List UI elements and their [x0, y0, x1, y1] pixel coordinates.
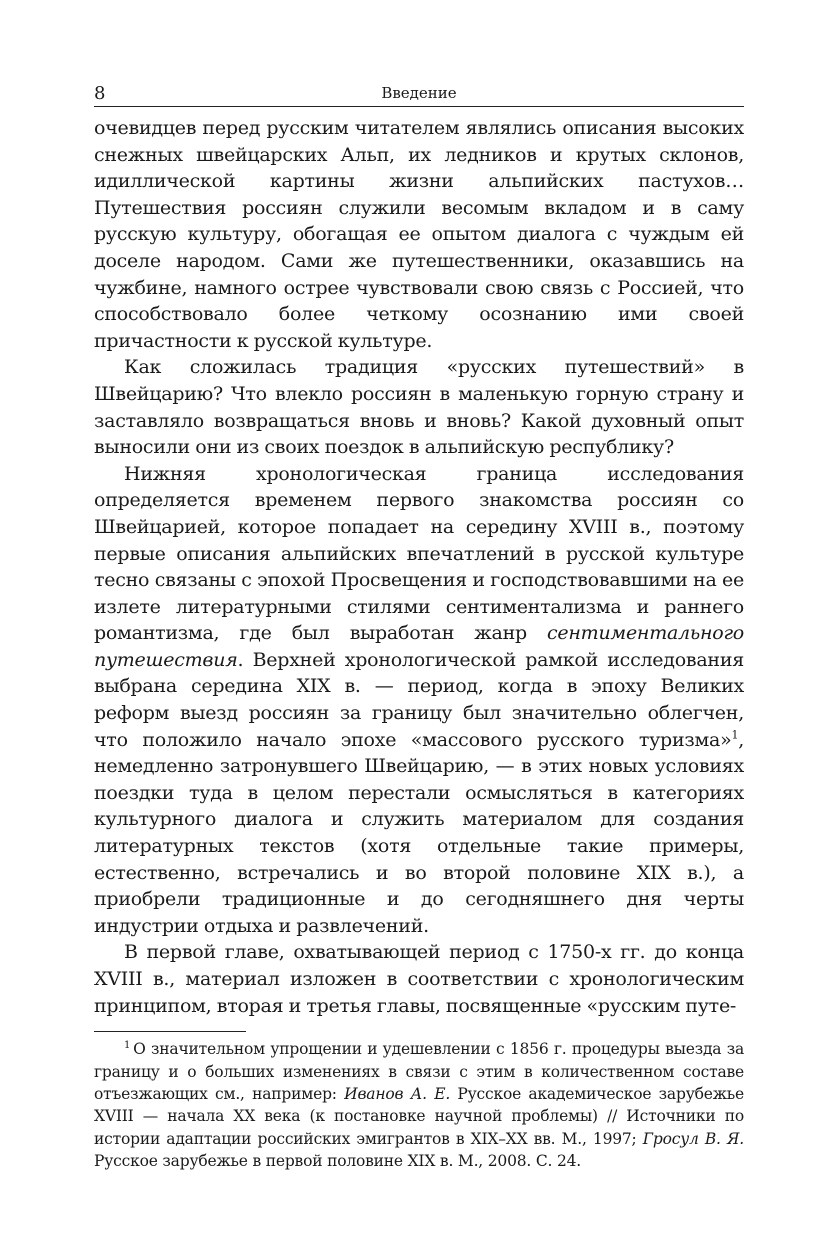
footnote-author-1: Иванов А. Е.	[344, 1085, 451, 1103]
running-head	[94, 80, 744, 107]
section-title: Введение	[381, 84, 457, 102]
footnote-divider	[94, 1031, 246, 1032]
footnote-text-2: Русское академическое зарубежье XVIII — начала XX века (к постановке научной проблемы) // Источники по истории адаптации российских эмигрантов в XIX–XX вв. М., 1997;	[94, 1085, 744, 1148]
page-number: 8	[94, 83, 106, 104]
paragraph-4: В первой главе, охватывающей период с 1750-х гг. до конца XVIII в., материал изложен в соответствии с хронологическим принципом, вторая и третья главы, посвященные «русским путе-	[94, 941, 744, 1017]
paragraph-3-text-3: , немедленно затронувшего Швейцарию, — в этих новых условиях поездки туда в целом перестали осмысляться в категориях культурного диалога и служить материалом для создания литературных текстов (хотя отдельные такие примеры, естественно, встречались и во второй половине XIX в.), а приобрели традиционные и до сегодняшнего дня черты индустрии отдыха и развлечений.	[94, 728, 744, 937]
paragraph-1: очевидцев перед русским читателем являлись описания высоких снежных швейцарских Альп, их ледников и крутых склонов, идиллической картины жизни альпийских пастухов… Путешествия россиян служили весомым вкладом и в саму русскую культуру, обогащая ее опытом диалога с чуждым ей доселе народом. Сами же путешественники, оказавшись на чужбине, намного острее чувствовали свою связь с Россией, что способствовало более четкому осознанию ими своей причастности к русской культуре.	[94, 117, 744, 352]
footnote-author-2: Гросул В. Я.	[642, 1129, 745, 1148]
footnote-text-3: Русское зарубежье в первой половине XIX в. М., 2008. С. 24.	[94, 1152, 582, 1171]
paragraph-3-text-2: . Верхней хронологической рамкой исследования выбрана середина XIX в. — период, когда в эпоху Великих реформ выезд россиян за границу был значительно облегчен, что положило начало эпохе «массового русского туризма»	[94, 648, 744, 751]
footnote-reference[interactable]: 1	[731, 728, 739, 742]
paragraph-2: Как сложилась традиция «русских путешествий» в Швейцарию? Что влекло россиян в маленькую горную страну и заставляло возвращаться вновь и вновь? Какой духовный опыт выносили они из своих поездок в альпийскую республику?	[94, 356, 744, 459]
paragraph-3-text-1: Нижняя хронологическая граница исследования определяется временем первого знакомства россиян со Швейцарией, которое попадает на середину XVIII в., поэтому первые описания альпийских впечатлений в русской культуре тесно связаны с эпохой Просвещения и господствовавшими на ее излете литературными стилями сентиментализма и раннего романтизма, где был выработан жанр	[94, 462, 744, 645]
book-page	[94, 80, 744, 1173]
italic-term: сентиментального путешествия	[94, 622, 744, 671]
paragraph-3	[94, 461, 744, 940]
body-text	[94, 115, 744, 1019]
footnote-text-1: О значительном упрощении и удешевлении с 1856 г. процедуры выезда за границу и о больших изменениях в связи с этим в количественном составе отъезжающих см., например:	[94, 1040, 744, 1103]
footnote	[94, 1038, 744, 1172]
footnote-number: 1	[124, 1040, 131, 1052]
